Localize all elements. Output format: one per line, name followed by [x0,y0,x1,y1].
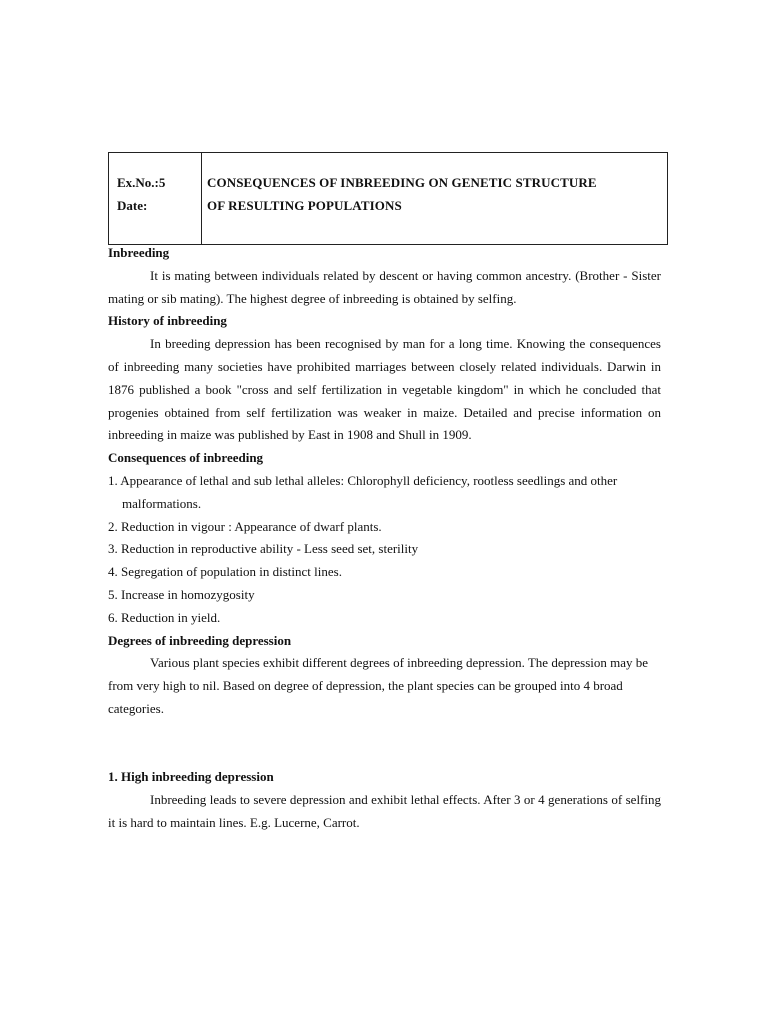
list-item: 6. Reduction in yield. [108,609,221,625]
section-spacer [108,721,661,767]
section-heading-history: History of inbreeding [108,313,227,329]
paragraph-high-inbreeding: Inbreeding leads to severe depression and exhibit lethal effects. After 3 or 4 generations of selfing it is hard to maintain lines. E.g. Lucerne, Carrot. [108,792,661,830]
date-label: Date: [117,198,148,213]
exercise-title-line-1: CONSEQUENCES OF INBREEDING ON GENETIC STRUCTURE [207,175,597,190]
paragraph-inbreeding: It is mating between individuals related by descent or having common ancestry. (Brother - Sister mating or sib mating). The highest degree of inbreeding is obtained by selfing. [108,267,661,306]
list-item: 3. Reduction in reproductive ability - Less seed set, sterility [108,541,419,557]
list-item: 5. Increase in homozygosity [108,586,255,602]
list-item: 2. Reduction in vigour : Appearance of dwarf plants. [108,518,382,534]
list-item: 1. Appearance of lethal and sub lethal alleles: Chlorophyll deficiency, rootless seedlings and other malformations. [108,472,618,511]
section-heading-degrees: Degrees of inbreeding depression [108,632,292,648]
section-heading-inbreeding: Inbreeding [108,245,170,260]
section-heading-high-inbreeding: 1. High inbreeding depression [108,769,274,785]
exercise-number: Ex.No.:5 [117,175,166,190]
paragraph-history: In breeding depression has been recognised by man for a long time. Knowing the consequences of inbreeding many societies have prohibited marriages between closely related individuals. Darwin in 1876 published a book "cross and self fertilization in vegetable kingdom" in which he concluded that progenies obtained from self fertilization was weaker in maize. Detailed and precise information on inbreeding in maize was published by East in 1908 and Shull in 1909. [108,336,661,443]
exercise-title-line-2: OF RESULTING POPULATIONS [207,198,402,213]
consequences-list [108,470,661,630]
section-heading-consequences: Consequences of inbreeding [108,450,264,466]
exercise-title-cell [202,153,668,245]
document-body [108,242,661,835]
paragraph-degrees: Various plant species exhibit different degrees of inbreeding depression. The depression may be from very high to nil. Based on degree of depression, the plant species can be grouped into 4 broad categories. [108,655,649,716]
exercise-info-cell [109,153,202,245]
list-item: 4. Segregation of population in distinct lines. [108,564,342,580]
exercise-header-table [108,152,668,245]
